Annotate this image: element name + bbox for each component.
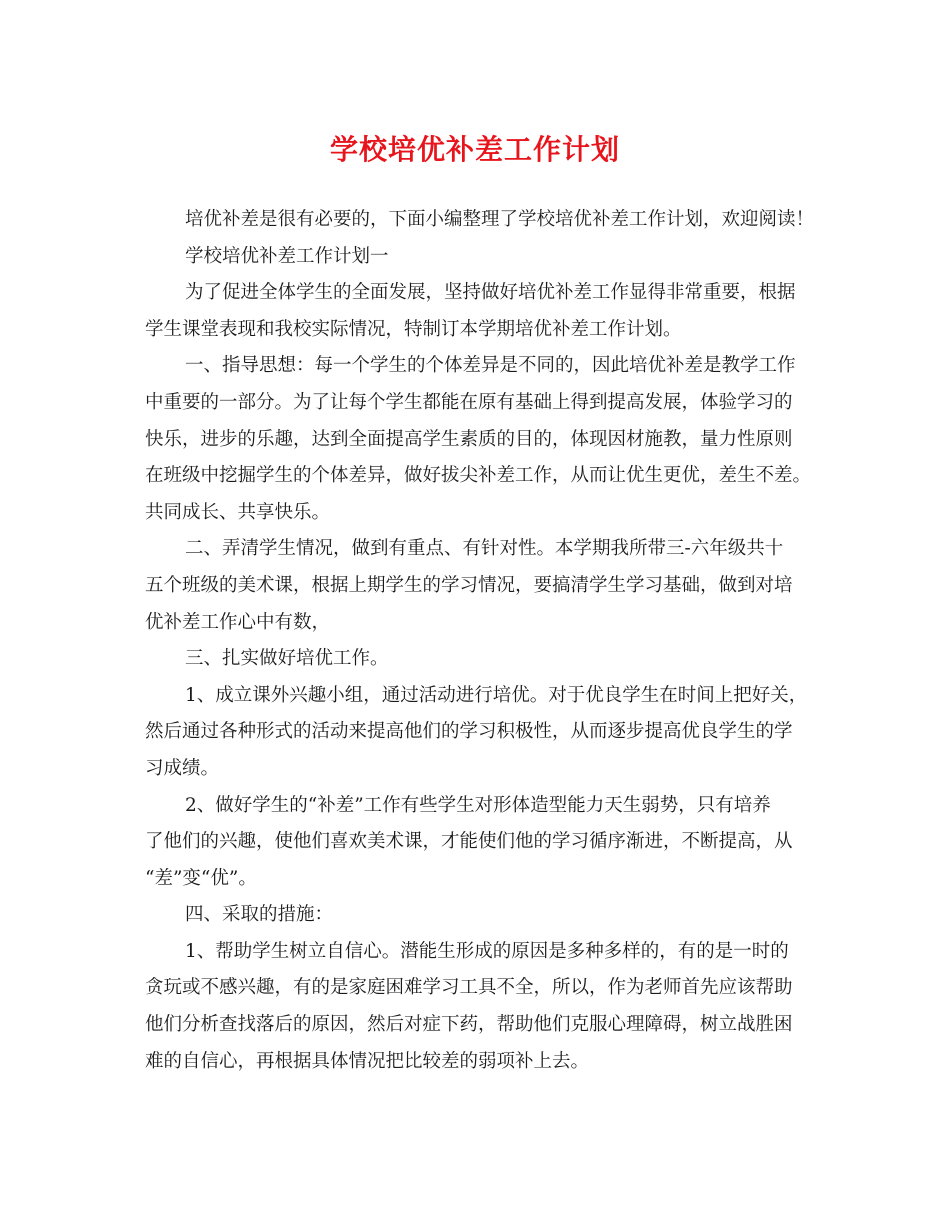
text-line: 共同成长、共享快乐。 xyxy=(145,501,331,523)
text-line: 中重要的一部分。为了让每个学生都能在原有基础上得到提高发展，体验学习的 xyxy=(145,391,793,413)
text-line: 1、成立课外兴趣小组，通过活动进行培优。对于优良学生在时间上把好关， xyxy=(185,684,808,706)
text-line: 了他们的兴趣，使他们喜欢美术课，才能使们他的学习循序渐进，不断提高，从 xyxy=(145,831,793,853)
text-line: 贪玩或不感兴趣，有的是家庭困难学习工具不全，所以，作为老师首先应该帮助 xyxy=(145,977,793,999)
text-line: 难的自信心，再根据具体情况把比较差的弱项补上去。 xyxy=(145,1050,590,1072)
document-body xyxy=(145,202,815,1080)
text-line: 2、做好学生的“补差”工作有些学生对形体造型能力天生弱势，只有培养 xyxy=(185,794,771,816)
text-line: 他们分析查找落后的原因，然后对症下药，帮助他们克服心理障碍，树立战胜困 xyxy=(145,1014,793,1036)
text-line: 三、扎实做好培优工作。 xyxy=(185,648,389,670)
text-line: 习成绩。 xyxy=(145,757,220,779)
text-line: 为了促进全体学生的全面发展，坚持做好培优补差工作显得非常重要，根据 xyxy=(185,282,796,304)
text-line: 1、帮助学生树立自信心。潜能生形成的原因是多种多样的，有的是一时的 xyxy=(185,940,789,962)
text-line: 快乐，进步的乐趣，达到全面提高学生素质的目的，体现因材施教，量力性原则 xyxy=(145,428,793,450)
text-line: 优补差工作心中有数， xyxy=(145,611,331,633)
text-line: 培优补差是很有必要的，下面小编整理了学校培优补差工作计划，欢迎阅读！ xyxy=(185,209,815,230)
text-line: 五个班级的美术课，根据上期学生的学习情况，要搞清学生学习基础，做到对培 xyxy=(145,574,793,596)
text-line: 一、指导思想：每一个学生的个体差异是不同的，因此培优补差是教学工作 xyxy=(185,355,796,377)
text-line: 然后通过各种形式的活动来提高他们的学习积极性，从而逐步提高优良学生的学 xyxy=(145,721,793,743)
text-line: “差”变“优”。 xyxy=(145,867,257,889)
text-line: 四、采取的措施： xyxy=(185,904,334,926)
text-line: 在班级中挖掘学生的个体差异，做好拔尖补差工作，从而让优生更优，差生不差。 xyxy=(145,465,812,487)
text-line: 学生课堂表现和我校实际情况，特制订本学期培优补差工作计划。 xyxy=(145,318,682,340)
document-title: 学校培优补差工作计划 xyxy=(329,133,620,166)
text-line: 学校培优补差工作计划一 xyxy=(185,245,389,267)
text-line: 二、弄清学生情况，做到有重点、有针对性。本学期我所带三-六年级共十 xyxy=(185,538,784,560)
